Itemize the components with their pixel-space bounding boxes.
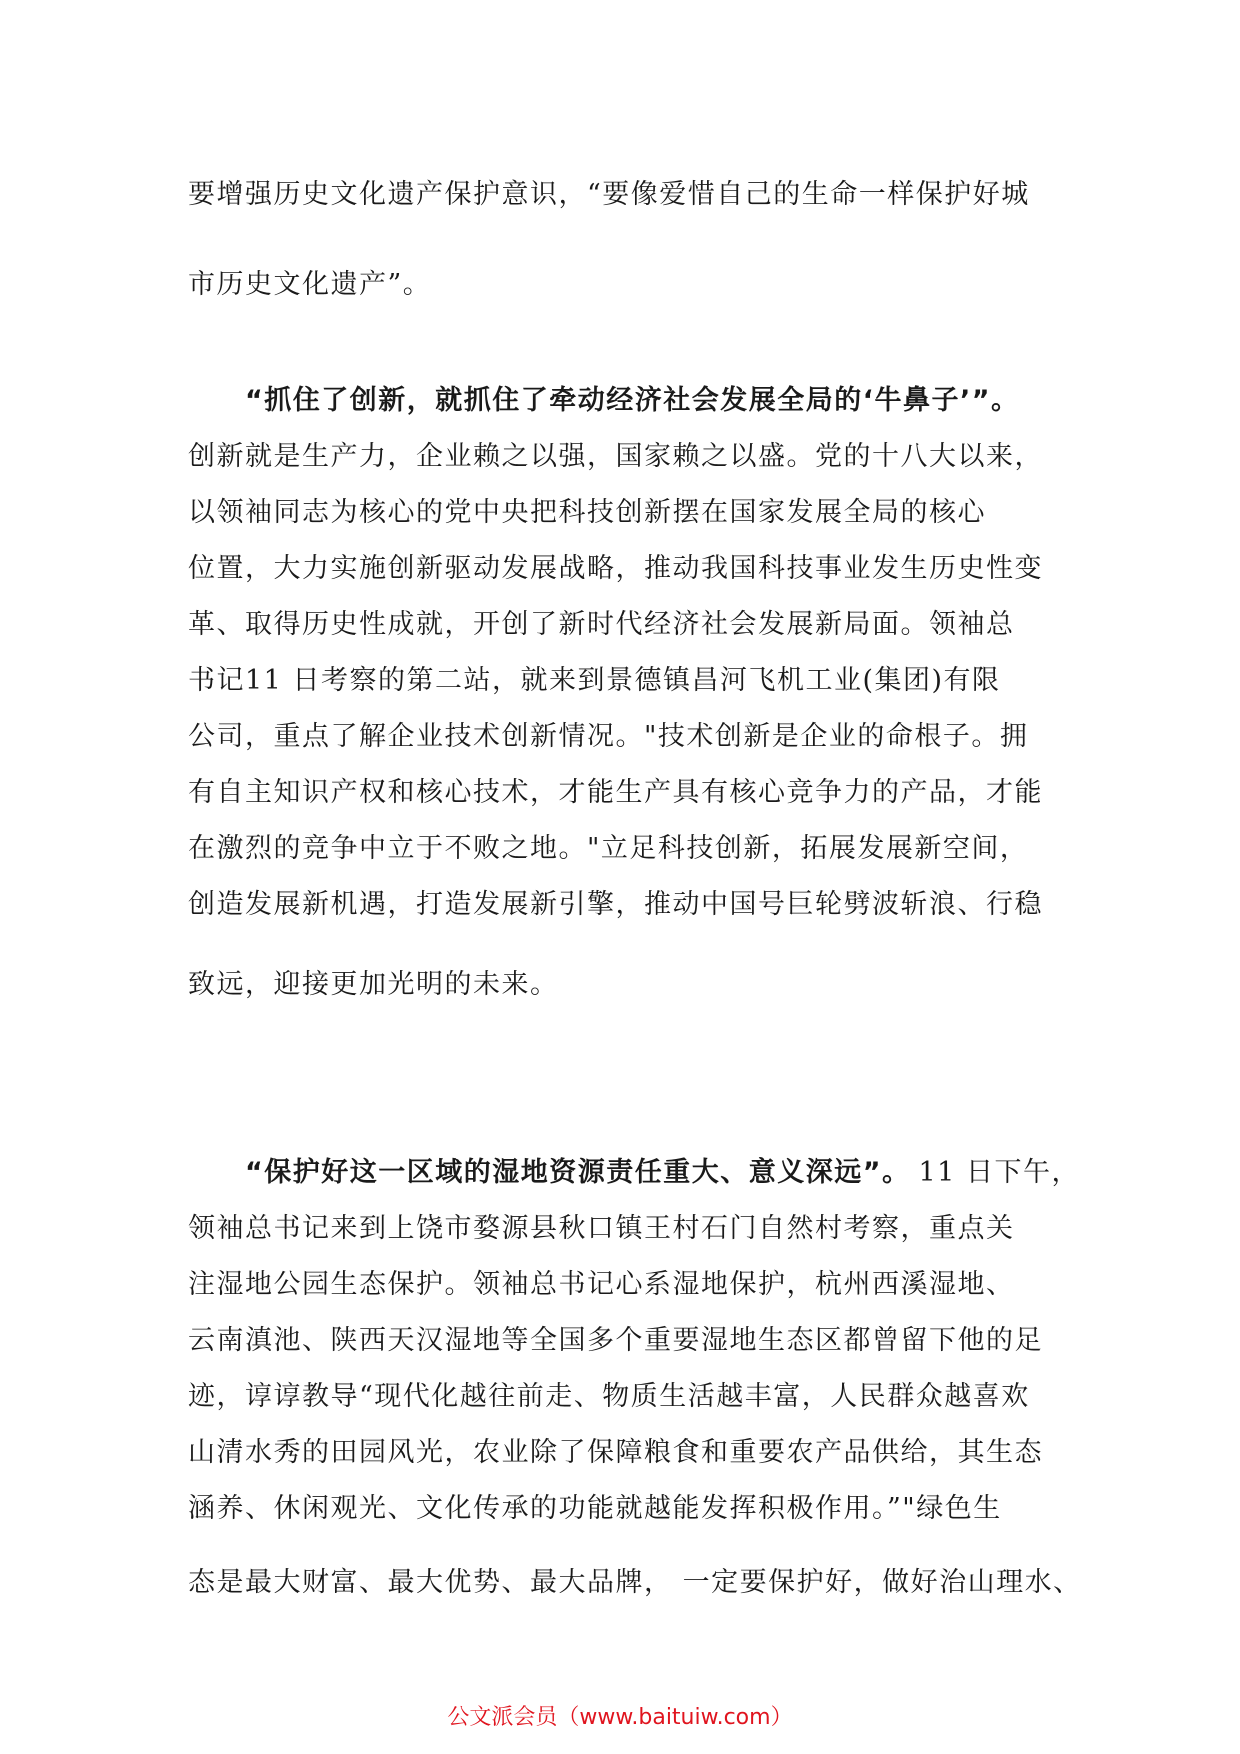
- paragraph-line: 以领袖同志为核心的党中央把科技创新摆在国家发展全局的核心: [188, 497, 986, 528]
- footer-watermark: 公文派会员（www.baituiw.com）: [447, 1705, 793, 1730]
- paragraph-line: 领袖总书记来到上饶市婺源县秋口镇王村石门自然村考察，重点关: [188, 1213, 1015, 1244]
- paragraph-line: 态是最大财富、最大优势、最大品牌， 一定要保护好，做好治山理水、: [188, 1567, 1082, 1598]
- paragraph-line: 位置，大力实施创新驱动发展战略，推动我国科技事业发生历史性变: [188, 553, 1043, 584]
- paragraph-line: 山清水秀的田园风光，农业除了保障粮食和重要农产品供给，其生态: [188, 1437, 1043, 1468]
- paragraph-line: 书记11 日考察的第二站，就来到景德镇昌河飞机工业(集团)有限: [188, 665, 1001, 696]
- paragraph-line: 要增强历史文化遗产保护意识，“要像爱惜自己的生命一样保护好城: [188, 179, 1030, 210]
- paragraph-line: 致远，迎接更加光明的未来。: [188, 969, 559, 1000]
- paragraph-line: 创新就是生产力，企业赖之以强，国家赖之以盛。党的十八大以来，: [188, 441, 1043, 472]
- section-heading: “抓住了创新，就抓住了牵动经济社会发展全局的‘牛鼻子’”。: [245, 385, 1020, 416]
- paragraph-line: 云南滇池、陕西天汉湿地等全国多个重要湿地生态区都曾留下他的足: [188, 1325, 1043, 1356]
- paragraph-line: 迹，谆谆教导“现代化越往前走、物质生活越丰富，人民群众越喜欢: [188, 1381, 1030, 1412]
- paragraph-line: 创造发展新机遇，打造发展新引擎，推动中国号巨轮劈波斩浪、行稳: [188, 889, 1043, 920]
- heading-tail-text: 11 日下午，: [918, 1157, 1080, 1188]
- section-heading: “保护好这一区域的湿地资源责任重大、意义深远”。: [245, 1157, 911, 1188]
- paragraph-line: 在激烈的竞争中立于不败之地。"立足科技创新，拓展发展新空间，: [188, 833, 1029, 864]
- paragraph-line: 革、取得历史性成就，开创了新时代经济社会发展新局面。领袖总: [188, 609, 1015, 640]
- paragraph-line: 公司，重点了解企业技术创新情况。"技术创新是企业的命根子。拥: [188, 721, 1029, 752]
- paragraph-line: 有自主知识产权和核心技术，才能生产具有核心竞争力的产品，才能: [188, 777, 1043, 808]
- paragraph-line: 涵养、休闲观光、文化传承的功能就越能发挥积极作用。”"绿色生: [188, 1493, 1002, 1524]
- section-heading-line: [245, 1156, 1080, 1190]
- paragraph-line: 市历史文化遗产”。: [188, 269, 432, 300]
- paragraph-line: 注湿地公园生态保护。领袖总书记心系湿地保护，杭州西溪湿地、: [188, 1269, 1015, 1300]
